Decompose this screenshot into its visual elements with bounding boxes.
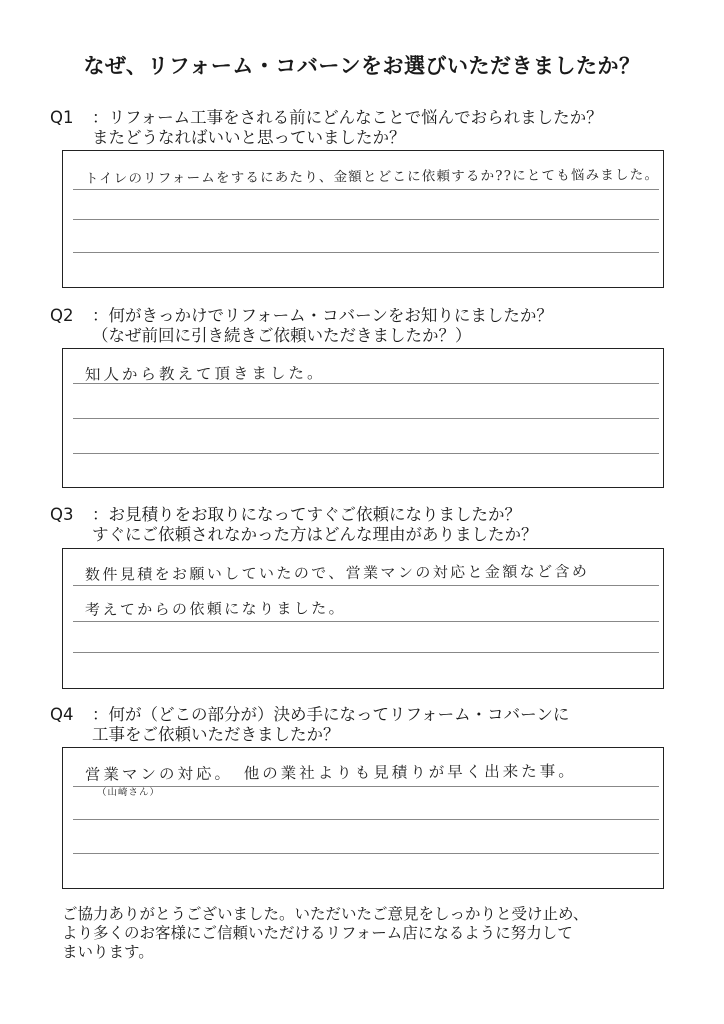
- question-text-line2: またどうなればいいと思っていましたか？: [92, 128, 406, 147]
- question-4: [50, 705, 569, 745]
- writing-line: [73, 652, 659, 653]
- handwritten-answer: 数件見積をお願いしていたので、営業マンの対応と金額など含め: [84, 562, 590, 584]
- writing-line: [73, 853, 659, 854]
- closing-line: まいります。: [62, 943, 154, 961]
- writing-line: [73, 453, 659, 454]
- handwritten-answer: 考えてからの依頼になりました。: [84, 599, 347, 619]
- handwritten-answer: トイレのリフォームをするにあたり、金額とどこに依頼するか??にとても悩みました。: [84, 166, 660, 188]
- question-text: ：お見積りをお取りになってすぐご依頼になりましたか？: [92, 505, 521, 524]
- question-text-line2: 工事をご依頼いただきましたか？: [92, 725, 340, 744]
- question-2: [50, 306, 553, 346]
- answer-box-4: [62, 747, 664, 889]
- question-text-line2: すぐにご依頼されなかった方はどんな理由がありましたか？: [92, 525, 538, 544]
- writing-line: [73, 786, 659, 787]
- writing-line: [73, 585, 659, 586]
- question-text-line2: （なぜ前回に引き続きご依頼いただきましたか？）: [92, 326, 472, 345]
- answer-box-1: [62, 150, 664, 288]
- writing-line: [73, 819, 659, 820]
- question-text: ：リフォーム工事をされる前にどんなことで悩んでおられましたか？: [92, 108, 603, 127]
- question-3: [50, 505, 538, 545]
- handwritten-answer: 知人から教えて頂きました。: [84, 364, 326, 384]
- question-text: ：何が（どこの部分が）決め手になってリフォーム・コバーンに: [92, 705, 570, 724]
- writing-line: [73, 418, 659, 419]
- closing-message: [62, 905, 682, 962]
- closing-line: より多くのお客様にご信頼いただけるリフォーム店になるように努力して: [62, 924, 573, 942]
- answer-box-2: [62, 348, 664, 488]
- writing-line: [73, 252, 659, 253]
- question-text: ：何がきっかけでリフォーム・コバーンをお知りにましたか？: [92, 306, 553, 325]
- writing-line: [73, 621, 659, 622]
- question-1: [50, 108, 603, 148]
- page-title: なぜ、リフォーム・コバーンをお選びいただきましたか？: [83, 54, 641, 78]
- handwritten-answer: 営業マンの対応。 他の業社よりも見積りが早く出来た事。: [84, 762, 577, 784]
- writing-line: [73, 219, 659, 220]
- handwritten-note: （山崎さん）: [96, 786, 161, 799]
- question-number: Q1: [50, 108, 74, 127]
- question-number: Q4: [50, 705, 74, 724]
- writing-line: [73, 189, 659, 190]
- question-number: Q2: [50, 306, 74, 325]
- closing-line: ご協力ありがとうございました。いただいたご意見をしっかりと受け止め、: [62, 905, 589, 923]
- answer-box-3: [62, 548, 664, 689]
- question-number: Q3: [50, 505, 74, 524]
